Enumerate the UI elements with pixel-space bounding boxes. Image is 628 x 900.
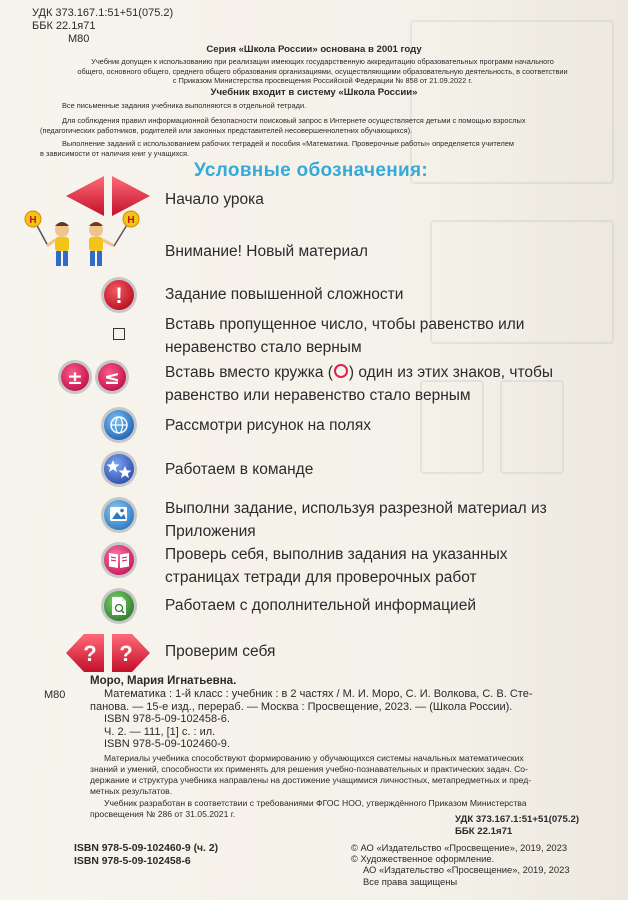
legend-title: Условные обозначения: xyxy=(194,160,429,181)
globe-icon xyxy=(100,406,138,449)
question-mark-right: ? xyxy=(119,641,133,666)
bbk-header: ББК 22.1я71 xyxy=(32,20,96,32)
document-icon xyxy=(100,587,138,630)
red-circle-icon xyxy=(334,364,348,378)
bib-description xyxy=(90,688,533,751)
admission-line: общего, основного общего, среднего общего образования организациями, осуществляющими образовательную деятельность, в соответствии xyxy=(77,66,568,76)
plus-minus-sign: ± xyxy=(67,367,83,389)
legend-line xyxy=(165,361,553,384)
fgos-line: просвещения № 286 от 31.05.2021 г. xyxy=(90,809,236,819)
workbook-line: в зависимости от наличия книг у учащихся. xyxy=(40,148,190,158)
legend-item-insert-sign xyxy=(165,361,553,407)
legend-item-check-ourselves: Проверим себя xyxy=(165,643,276,660)
legend-item-cut-material xyxy=(165,497,547,543)
legend-line: неравенство стало верным xyxy=(165,339,362,356)
bib-line: Математика : 1-й класс : учебник : в 2 частях / М. И. Моро, С. И. Волкова, С. В. Сте- xyxy=(104,688,533,700)
legend-item-look-at-picture: Рассмотри рисунок на полях xyxy=(165,417,371,434)
system-line: Учебник входит в систему «Школа России» xyxy=(210,87,418,98)
legend-item-lesson-start: Начало урока xyxy=(165,191,264,208)
fgos-line: Учебник разработан в соответствии с требованиями ФГОС НОО, утверждённого Приказом Министерства xyxy=(104,798,527,808)
legend-line: равенство или неравенство стало верным xyxy=(165,387,471,404)
bib-code: М80 xyxy=(44,689,66,701)
cover-show-through xyxy=(400,20,628,540)
footer-copyright xyxy=(351,842,570,887)
legend-item-hard-task: Задание повышенной сложности xyxy=(165,286,404,303)
copyright-line: Все права защищены xyxy=(363,875,458,887)
abstract-line: знаний и умений, способности их применять для решения учебно-познавательных и практических задач. Со- xyxy=(90,764,528,774)
bib-line: панова. — 15-е изд., перераб. — Москва : Просвещение, 2023. — (Школа России). xyxy=(90,700,513,713)
legend-item-missing-number xyxy=(165,313,524,359)
flag-letter-right: Н xyxy=(127,215,135,226)
notebook-note: Все письменные задания учебника выполняются в отдельной тетради. xyxy=(62,101,307,110)
legend-line-part: ) один из этих знаков, чтобы xyxy=(348,364,554,381)
two-children-flags-icon xyxy=(22,206,142,281)
question-arrows-icon xyxy=(66,630,150,681)
legend-item-check-yourself-workbook xyxy=(165,543,508,589)
safety-text xyxy=(40,116,526,135)
abstract-line: Материалы учебника способствуют формированию у обучающихся системы начальных математических xyxy=(104,753,524,763)
bib-author: Моро, Мария Игнатьевна. xyxy=(90,675,237,687)
legend-line: Выполни задание, используя разрезной материал из xyxy=(165,500,547,517)
legend-line: Вставь пропущенное число, чтобы равенство или xyxy=(165,316,525,333)
bib-isbn-set: ISBN 978-5-09-102458-6. xyxy=(104,713,230,726)
admission-line: Учебник допущен к использованию при реализации имеющих государственную аккредитацию образовательных программ начального xyxy=(91,57,554,66)
code-header: М80 xyxy=(68,33,90,45)
series-line: Серия «Школа России» основана в 2001 году xyxy=(206,44,422,55)
question-mark-left: ? xyxy=(83,641,97,666)
copyright-line: АО «Издательство «Просвещение», 2019, 2023 xyxy=(363,864,570,876)
stars-team-icon xyxy=(100,450,138,493)
legend-item-extra-info: Работаем с дополнительной информацией xyxy=(165,597,476,614)
legend-line-part: Вставь вместо кружка ( xyxy=(165,364,333,381)
legend-line: Проверь себя, выполнив задания на указанных xyxy=(165,546,508,563)
cut-material-icon xyxy=(100,496,138,539)
abstract-line: держание и структура учебника направлены на достижение учащимися личностных, метапредметных и пред- xyxy=(90,775,532,785)
abstract-line: метных результатов. xyxy=(90,786,173,796)
sign-choice-icons xyxy=(58,359,130,400)
admission-text xyxy=(40,57,605,86)
legend-line: страницах тетради для проверочных работ xyxy=(165,569,477,586)
footer-isbn-part: ISBN 978-5-09-102460-9 (ч. 2) xyxy=(74,843,219,854)
bib-udk: УДК 373.167.1:51+51(075.2) xyxy=(455,814,580,825)
legend-item-team-work: Работаем в команде xyxy=(165,461,314,478)
book-icon xyxy=(100,541,138,584)
exclamation-icon xyxy=(100,276,138,319)
bib-abstract xyxy=(90,753,610,797)
safety-line: Для соблюдения правил информационной безопасности поисковый запрос в Интернете осуществляется детьми с помощью взрослых xyxy=(62,116,526,125)
exclamation-glyph: ! xyxy=(115,283,123,308)
legend-line: Приложения xyxy=(165,523,256,540)
copyright-line: © АО «Издательство «Просвещение», 2019, 2023 xyxy=(351,842,568,853)
udk-header: УДК 373.167.1:51+51(075.2) xyxy=(32,7,174,19)
flag-letter-left: Н xyxy=(29,215,37,226)
less-equal-sign: ≤ xyxy=(104,367,120,389)
safety-line: (педагогических работников, родителей или законных представителей несовершеннолетних обучающихся). xyxy=(40,125,413,135)
bib-isbn-part: ISBN 978-5-09-102460-9. xyxy=(104,738,230,751)
admission-line: с Приказом Министерства просвещения Российской Федерации № 858 от 21.09.2022 г. xyxy=(172,76,473,85)
bib-part: Ч. 2. — 111, [1] с. : ил. xyxy=(104,725,216,738)
copyright-line: © Художественное оформление. xyxy=(351,853,495,865)
legend-item-new-material: Внимание! Новый материал xyxy=(165,243,368,260)
bib-bbk: ББК 22.1я71 xyxy=(455,826,513,837)
footer-isbn-whole: ISBN 978-5-09-102458-6 xyxy=(74,856,191,867)
workbook-line: Выполнение заданий с использованием рабочих тетрадей и пособия «Математика. Проверочные работы» определяется учителем xyxy=(62,139,514,148)
empty-square-icon xyxy=(113,328,125,340)
workbook-text xyxy=(40,139,514,158)
